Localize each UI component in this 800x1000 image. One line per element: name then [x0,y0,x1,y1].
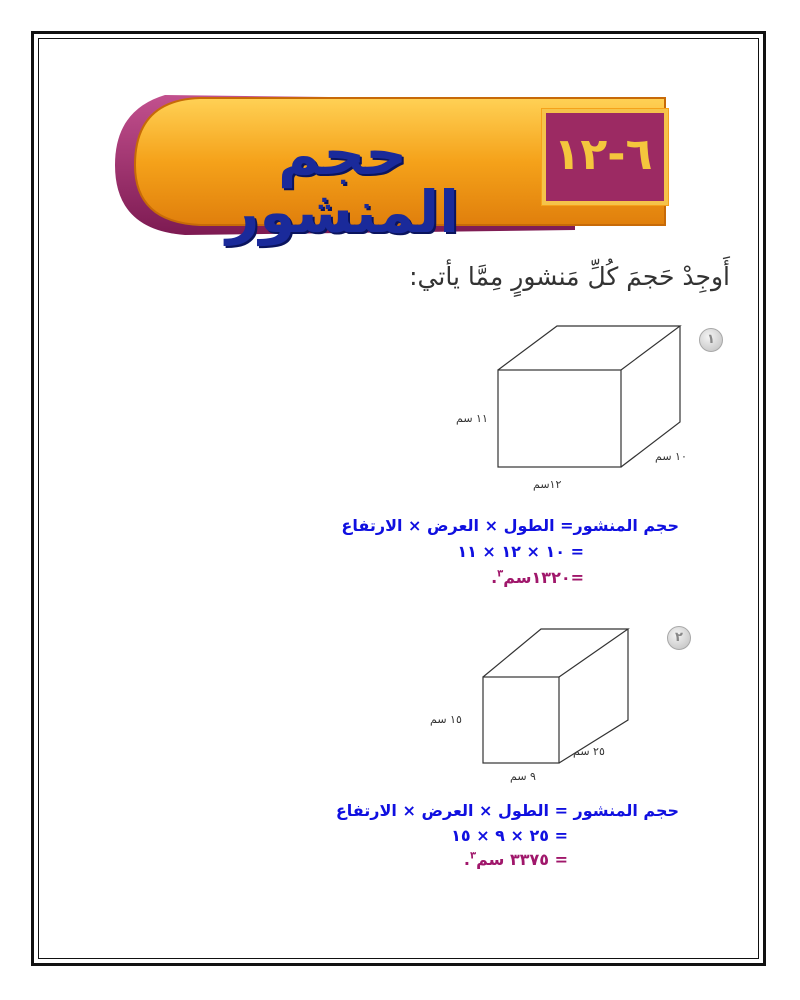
problem-2-substitution: = ٢٥ × ٩ × ١٥ [451,826,568,845]
prism-2-figure [478,625,638,770]
prism-1-width-label: ١٠ سم [655,450,687,463]
lesson-number: ٦-١٢ [553,129,653,180]
problem-2-result: = ٣٣٧٥ سم$^٣$. [463,850,568,869]
lesson-title: حجم المنشور [226,120,459,246]
problem-2-formula: حجم المنشور = الطول × العرض × الارتفاع [335,801,679,820]
prism-1-height-label: ١١ سم [456,412,488,425]
prism-2-length-label: ٩ سم [510,770,536,783]
instruction-text: أَوجِدْ حَجمَ كُلِّ مَنشورٍ مِمَّا يأتي: [409,262,730,291]
problem-1-formula: حجم المنشور= الطول × العرض × الارتفاع [341,516,679,535]
prism-2-height-label: ١٥ سم [430,713,462,726]
problem-1-number-badge: ١ [699,328,723,352]
problem-1-substitution: = ١٠ × ١٢ × ١١ [457,542,584,561]
prism-2-width-label: ٢٥ سم [573,745,605,758]
prism-1-length-label: ١٢سم [533,478,562,491]
problem-1-result: =١٣٢٠سم$^٣$. [491,568,584,587]
problem-2-number-badge: ٢ [667,626,691,650]
